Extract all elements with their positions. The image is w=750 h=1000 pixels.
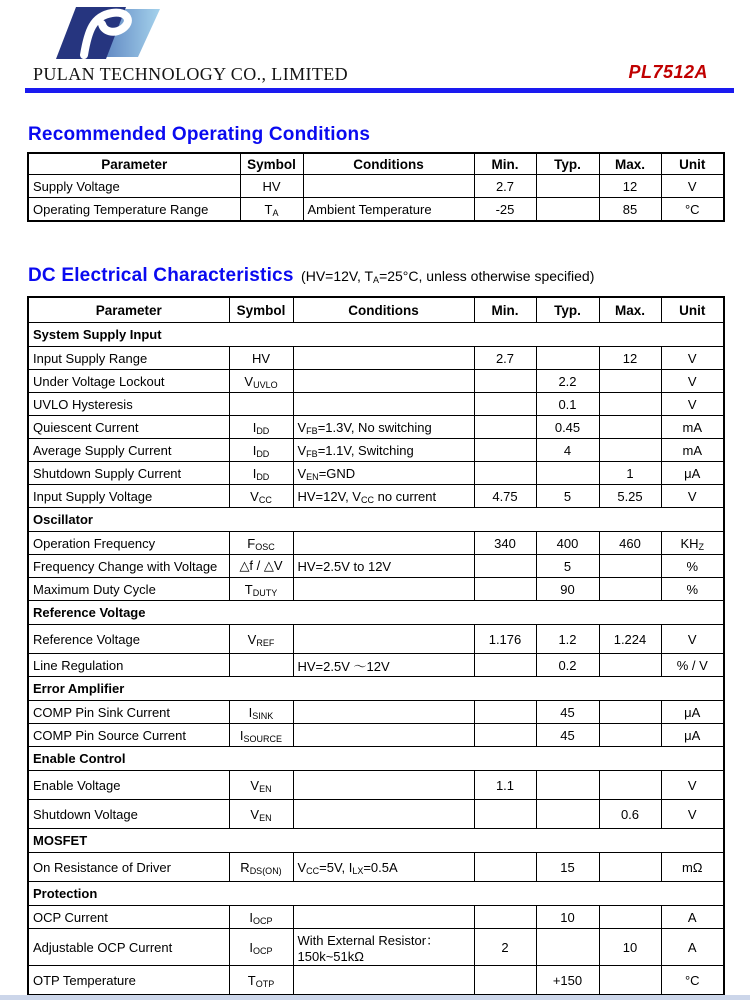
section-label: MOSFET — [28, 829, 724, 853]
section-title-dc-electrical-characteristics — [28, 265, 594, 287]
min-cell — [474, 555, 536, 578]
column-header-typ: Typ. — [536, 297, 599, 323]
param-cell: Maximum Duty Cycle — [28, 578, 229, 601]
table-row — [28, 906, 724, 929]
section-row — [28, 508, 724, 532]
company-logo-icon — [36, 5, 186, 61]
typ-cell: 4 — [536, 439, 599, 462]
min-cell: 1.176 — [474, 625, 536, 654]
param-cell: Shutdown Supply Current — [28, 462, 229, 485]
param-cell: Average Supply Current — [28, 439, 229, 462]
param-cell: On Resistance of Driver — [28, 853, 229, 882]
param-cell: COMP Pin Sink Current — [28, 701, 229, 724]
param-cell: Reference Voltage — [28, 625, 229, 654]
symbol-cell — [229, 393, 293, 416]
min-cell — [474, 370, 536, 393]
conditions-cell: $V_{FB}=1.3V$, No switching — [293, 416, 474, 439]
symbol-cell: $T_{OTP}$ — [229, 966, 293, 996]
symbol-cell: $F_{OSC}$ — [229, 532, 293, 555]
param-cell: Supply Voltage — [28, 175, 240, 198]
conditions-cell: HV=2.5V ～12V — [293, 654, 474, 677]
header-rule — [25, 88, 734, 93]
typ-cell — [536, 462, 599, 485]
param-cell: COMP Pin Source Current — [28, 724, 229, 747]
min-cell: 1.1 — [474, 771, 536, 800]
table-row — [28, 198, 724, 222]
section-label: Reference Voltage — [28, 601, 724, 625]
max-cell — [599, 701, 661, 724]
conditions-cell — [293, 578, 474, 601]
typ-cell: +150 — [536, 966, 599, 996]
symbol-cell: $V_{EN}$ — [229, 771, 293, 800]
param-cell: Operation Frequency — [28, 532, 229, 555]
column-header-symbol: Symbol — [240, 153, 303, 175]
section-row — [28, 677, 724, 701]
column-header-unit: Unit — [661, 153, 724, 175]
symbol-cell: $V_{EN}$ — [229, 800, 293, 829]
param-cell: Frequency Change with Voltage — [28, 555, 229, 578]
column-header-max: Max. — [599, 297, 661, 323]
section-row — [28, 882, 724, 906]
conditions-cell: HV=2.5V to 12V — [293, 555, 474, 578]
conditions-cell — [293, 532, 474, 555]
symbol-cell: $T_{DUTY}$ — [229, 578, 293, 601]
typ-cell: 0.45 — [536, 416, 599, 439]
param-cell: Shutdown Voltage — [28, 800, 229, 829]
max-cell: 5.25 — [599, 485, 661, 508]
typ-cell — [536, 929, 599, 966]
min-cell — [474, 654, 536, 677]
table-row — [28, 416, 724, 439]
symbol-cell: $R_{DS(ON)}$ — [229, 853, 293, 882]
conditions-cell — [293, 771, 474, 800]
min-cell: 340 — [474, 532, 536, 555]
max-cell: 85 — [599, 198, 661, 222]
column-header-min: Min. — [474, 297, 536, 323]
table-row — [28, 929, 724, 966]
typ-cell: 45 — [536, 724, 599, 747]
param-cell: Quiescent Current — [28, 416, 229, 439]
typ-cell: 400 — [536, 532, 599, 555]
table-header — [28, 297, 724, 323]
table-header — [28, 153, 724, 175]
symbol-cell: △f / △V — [229, 555, 293, 578]
max-cell — [599, 724, 661, 747]
section-label: Oscillator — [28, 508, 724, 532]
min-cell — [474, 416, 536, 439]
param-cell: Input Supply Voltage — [28, 485, 229, 508]
table-row — [28, 439, 724, 462]
param-cell: OCP Current — [28, 906, 229, 929]
unit-cell: V — [661, 347, 724, 370]
param-cell: Enable Voltage — [28, 771, 229, 800]
column-header-parameter: Parameter — [28, 297, 229, 323]
symbol-cell: $V_{CC}$ — [229, 485, 293, 508]
min-cell: 4.75 — [474, 485, 536, 508]
part-number: PL7512A — [628, 62, 708, 82]
symbol-cell: $I_{SOURCE}$ — [229, 724, 293, 747]
conditions-cell — [293, 370, 474, 393]
max-cell — [599, 555, 661, 578]
table-row — [28, 532, 724, 555]
section-label: Enable Control — [28, 747, 724, 771]
conditions-cell — [293, 625, 474, 654]
table-row — [28, 347, 724, 370]
max-cell — [599, 393, 661, 416]
table-row — [28, 724, 724, 747]
table-row — [28, 771, 724, 800]
conditions-cell — [293, 393, 474, 416]
max-cell: 12 — [599, 175, 661, 198]
dc-electrical-characteristics-table — [27, 296, 725, 996]
unit-cell: % — [661, 578, 724, 601]
typ-cell: 15 — [536, 853, 599, 882]
symbol-cell: $I_{OCP}$ — [229, 906, 293, 929]
unit-cell: mA — [661, 416, 724, 439]
page-bottom-rule — [0, 995, 750, 1000]
typ-cell: 90 — [536, 578, 599, 601]
conditions-cell: $V_{EN}=GND$ — [293, 462, 474, 485]
unit-cell: V — [661, 370, 724, 393]
unit-cell: V — [661, 800, 724, 829]
max-cell — [599, 966, 661, 996]
param-cell: OTP Temperature — [28, 966, 229, 996]
symbol-cell: $V_{UVLO}$ — [229, 370, 293, 393]
table-row — [28, 625, 724, 654]
param-cell: Under Voltage Lockout — [28, 370, 229, 393]
min-cell — [474, 439, 536, 462]
min-cell: -25 — [474, 198, 536, 222]
table-row — [28, 578, 724, 601]
min-cell: 2.7 — [474, 175, 536, 198]
section-label: System Supply Input — [28, 323, 724, 347]
min-cell — [474, 800, 536, 829]
min-cell — [474, 906, 536, 929]
section-title-recommended-operating-conditions: Recommended Operating Conditions — [28, 124, 371, 145]
param-cell: UVLO Hysteresis — [28, 393, 229, 416]
max-cell: 1.224 — [599, 625, 661, 654]
max-cell: 0.6 — [599, 800, 661, 829]
conditions-cell: Ambient Temperature — [303, 198, 474, 222]
typ-cell — [536, 347, 599, 370]
column-header-conditions: Conditions — [293, 297, 474, 323]
typ-cell: 5 — [536, 485, 599, 508]
typ-cell: 0.1 — [536, 393, 599, 416]
symbol-cell: $I_{SINK}$ — [229, 701, 293, 724]
max-cell — [599, 771, 661, 800]
max-cell — [599, 654, 661, 677]
typ-cell — [536, 175, 599, 198]
symbol-cell: HV — [240, 175, 303, 198]
typ-cell: 2.2 — [536, 370, 599, 393]
max-cell — [599, 906, 661, 929]
table-row — [28, 654, 724, 677]
table-row — [28, 175, 724, 198]
min-cell — [474, 462, 536, 485]
typ-cell: 10 — [536, 906, 599, 929]
max-cell — [599, 853, 661, 882]
param-cell: Input Supply Range — [28, 347, 229, 370]
max-cell: 10 — [599, 929, 661, 966]
section-row — [28, 601, 724, 625]
symbol-cell: $T_A$ — [240, 198, 303, 222]
min-cell: 2.7 — [474, 347, 536, 370]
symbol-cell: $I_{OCP}$ — [229, 929, 293, 966]
max-cell: 1 — [599, 462, 661, 485]
table-row — [28, 393, 724, 416]
conditions-cell: HV=12V, $V_{CC}$ no current — [293, 485, 474, 508]
unit-cell: °C — [661, 966, 724, 996]
conditions-cell — [293, 966, 474, 996]
unit-cell: μA — [661, 462, 724, 485]
symbol-cell: HV — [229, 347, 293, 370]
typ-cell — [536, 771, 599, 800]
symbol-cell: $I_{DD}$ — [229, 439, 293, 462]
section-row — [28, 829, 724, 853]
min-cell — [474, 853, 536, 882]
max-cell — [599, 439, 661, 462]
table-row — [28, 800, 724, 829]
unit-cell: $KH_Z$ — [661, 532, 724, 555]
typ-cell — [536, 800, 599, 829]
unit-cell: % — [661, 555, 724, 578]
column-header-symbol: Symbol — [229, 297, 293, 323]
symbol-cell: $I_{DD}$ — [229, 416, 293, 439]
min-cell — [474, 701, 536, 724]
conditions-cell: $V_{CC}=5V$, $I_{LX}=0.5A$ — [293, 853, 474, 882]
unit-cell: mA — [661, 439, 724, 462]
typ-cell: 0.2 — [536, 654, 599, 677]
table-row — [28, 966, 724, 996]
min-cell — [474, 724, 536, 747]
column-header-typ: Typ. — [536, 153, 599, 175]
conditions-cell — [293, 724, 474, 747]
column-header-max: Max. — [599, 153, 661, 175]
company-name: PULAN TECHNOLOGY CO., LIMITED — [33, 64, 349, 84]
param-cell: Adjustable OCP Current — [28, 929, 229, 966]
unit-cell: °C — [661, 198, 724, 222]
conditions-cell — [293, 347, 474, 370]
param-cell: Operating Temperature Range — [28, 198, 240, 222]
unit-cell: V — [661, 625, 724, 654]
conditions-cell — [303, 175, 474, 198]
unit-cell: V — [661, 485, 724, 508]
min-cell: 2 — [474, 929, 536, 966]
table-row — [28, 462, 724, 485]
column-header-parameter: Parameter — [28, 153, 240, 175]
dc-title-conditions: (HV=12V, $T_A=25^\circ C$, unless otherwise specified) — [301, 268, 595, 285]
section-label: Protection — [28, 882, 724, 906]
unit-cell: V — [661, 175, 724, 198]
table-row — [28, 370, 724, 393]
column-header-unit: Unit — [661, 297, 724, 323]
min-cell — [474, 578, 536, 601]
max-cell — [599, 578, 661, 601]
symbol-cell: $I_{DD}$ — [229, 462, 293, 485]
max-cell: 12 — [599, 347, 661, 370]
unit-cell: mΩ — [661, 853, 724, 882]
recommended-operating-conditions-table — [27, 152, 725, 222]
typ-cell: 1.2 — [536, 625, 599, 654]
min-cell — [474, 393, 536, 416]
table-row — [28, 485, 724, 508]
typ-cell: 5 — [536, 555, 599, 578]
dc-title-text: DC Electrical Characteristics — [28, 265, 294, 286]
column-header-min: Min. — [474, 153, 536, 175]
section-row — [28, 747, 724, 771]
conditions-cell: $V_{FB}=1.1V$, Switching — [293, 439, 474, 462]
conditions-cell: With External Resistor： 150k~51kΩ — [293, 929, 474, 966]
unit-cell: V — [661, 771, 724, 800]
unit-cell: A — [661, 929, 724, 966]
conditions-cell — [293, 906, 474, 929]
table-row — [28, 555, 724, 578]
max-cell — [599, 416, 661, 439]
section-label: Error Amplifier — [28, 677, 724, 701]
unit-cell: μA — [661, 724, 724, 747]
symbol-cell: $V_{REF}$ — [229, 625, 293, 654]
param-cell: Line Regulation — [28, 654, 229, 677]
conditions-cell — [293, 800, 474, 829]
max-cell: 460 — [599, 532, 661, 555]
typ-cell — [536, 198, 599, 222]
unit-cell: μA — [661, 701, 724, 724]
conditions-cell — [293, 701, 474, 724]
table-row — [28, 853, 724, 882]
unit-cell: V — [661, 393, 724, 416]
section-row — [28, 323, 724, 347]
table-row — [28, 701, 724, 724]
typ-cell: 45 — [536, 701, 599, 724]
min-cell — [474, 966, 536, 996]
max-cell — [599, 370, 661, 393]
unit-cell: % / V — [661, 654, 724, 677]
column-header-conditions: Conditions — [303, 153, 474, 175]
symbol-cell — [229, 654, 293, 677]
unit-cell: A — [661, 906, 724, 929]
